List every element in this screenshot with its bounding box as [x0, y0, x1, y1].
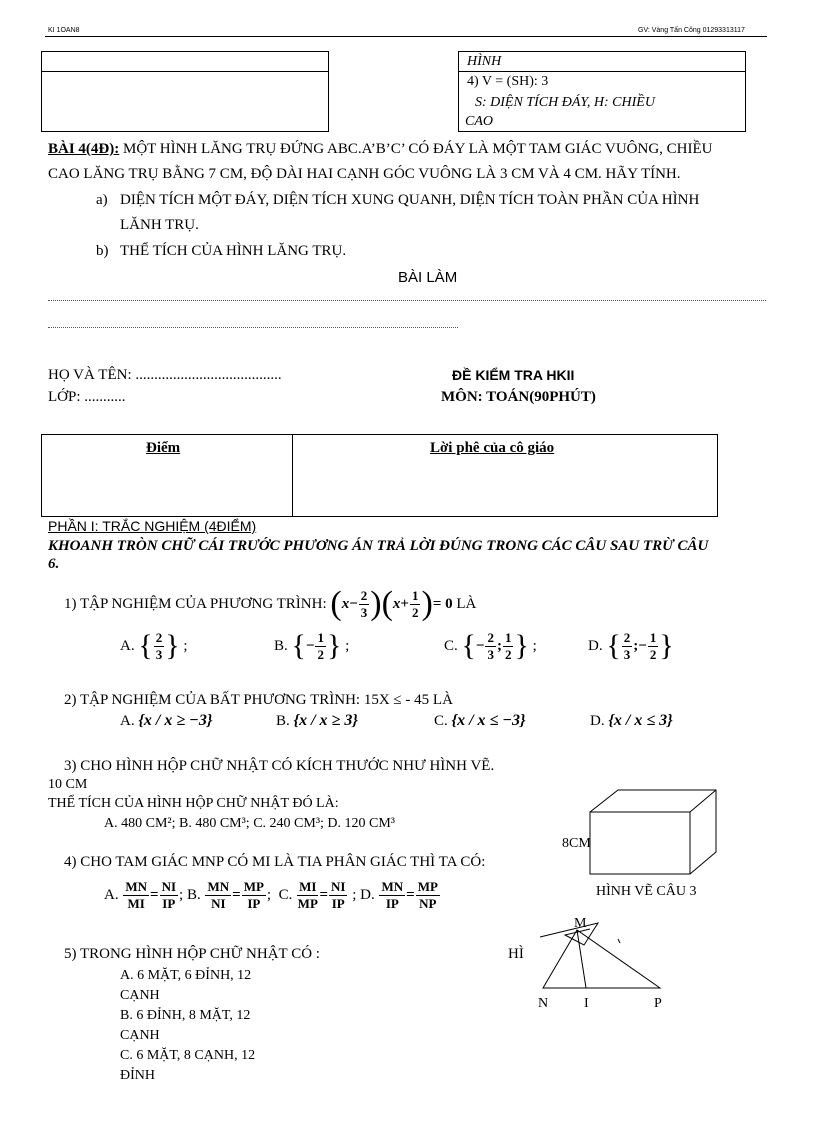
q1-option-a[interactable]: A. { $\frac{2}{3}$ } ;	[120, 629, 188, 662]
q4-option-c[interactable]: C. $\frac{MI}{MP}$ = $\frac{NI}{IP}$ ;	[278, 878, 357, 911]
q4-option-d[interactable]: D. $\frac{MN}{IP}$ = $\frac{MP}{NP}$	[360, 878, 438, 911]
bai4-b-text: THỂ TÍCH CỦA HÌNH LĂNG TRỤ.	[120, 243, 347, 259]
bai4-a-text: DIỆN TÍCH MỘT ĐÁY, DIỆN TÍCH XUNG QUANH, DIỆN TÍCH TOÀN PHẦN CỦA HÌNH	[120, 192, 700, 208]
q5-question: 5) TRONG HÌNH HỘP CHỮ NHẬT CÓ :	[64, 946, 320, 962]
q3-options[interactable]: A. 480 CM²; B. 480 CM³; C. 240 CM³; D. 120 CM³	[104, 816, 395, 831]
bai4-line1: BÀI 4(4Đ): MỘT HÌNH LĂNG TRỤ ĐỨNG ABC.A’B’C’ CÓ ĐÁY LÀ MỘT TAM GIÁC VUÔNG, CHIỀU	[48, 141, 713, 157]
q3-box-figure	[590, 790, 720, 880]
q4-options	[104, 872, 441, 918]
q3-question-2: THỂ TÍCH CỦA HÌNH HỘP CHỮ NHẬT ĐÓ LÀ:	[48, 796, 339, 811]
part1-instruction-cont: 6.	[48, 556, 60, 572]
exam-subject: MÔN: TOÁN(90PHÚT)	[441, 389, 596, 405]
q4-option-b[interactable]: B. $\frac{MN}{NI}$ = $\frac{MP}{IP}$ ;	[186, 878, 272, 911]
q1-question: 1) TẬP NGHIỆM CỦA PHƯƠNG TRÌNH: ( x − $\frac{2}{3}$ )( x + $\frac{1}{2}$ ) = 0 LÀ	[64, 585, 477, 622]
q2-option-b[interactable]: B. {x / x ≥ 3}	[276, 712, 358, 729]
blank-box	[41, 51, 329, 132]
q5-option-a[interactable]: A. 6 MẶT, 6 ĐỈNH, 12 CẠNH	[120, 968, 252, 1003]
formula-box	[458, 51, 746, 132]
bai4-b-label: b)	[96, 243, 109, 259]
q5-label-m: M	[574, 916, 587, 931]
grade-col-score: Điểm	[146, 440, 181, 456]
q5-label-n: N	[538, 996, 549, 1011]
q5-label-i: I	[584, 996, 589, 1011]
header-left: KI 1OAN8	[48, 27, 80, 34]
answer-line-1	[48, 300, 766, 301]
answer-line-2	[48, 327, 458, 328]
q1-option-d[interactable]: D. { $\frac{2}{3}$ ; − $\frac{1}{2}$ }	[588, 629, 674, 662]
formula-title: HÌNH	[467, 54, 502, 69]
formula-legend-cont: CAO	[465, 114, 493, 129]
q2-question: 2) TẬP NGHIỆM CỦA BẤT PHƯƠNG TRÌNH: 15X ≤ - 45 LÀ	[64, 692, 453, 708]
student-class: LỚP: ...........	[48, 389, 126, 405]
q4-question: 4) CHO TAM GIÁC MNP CÓ MI LÀ TIA PHÂN GIÁC THÌ TA CÓ:	[64, 854, 486, 870]
q5-options	[120, 966, 255, 1086]
bai4-label: BÀI 4(4Đ):	[48, 141, 120, 157]
grade-table	[41, 434, 718, 517]
bai4-a-label: a)	[96, 192, 108, 208]
q2-option-c[interactable]: C. {x / x ≤ −3}	[434, 712, 526, 729]
q1-option-b[interactable]: B. { − $\frac{1}{2}$ } ;	[274, 629, 350, 662]
q5-figure-prefix: HÌ	[508, 946, 524, 962]
part1-instruction: KHOANH TRÒN CHỮ CÁI TRƯỚC PHƯƠNG ÁN TRẢ LỜI ĐÚNG TRONG CÁC CÂU SAU TRỪ CÂU	[48, 538, 709, 554]
q3-dimension: 10 CM	[48, 777, 88, 792]
q3-question: 3) CHO HÌNH HỘP CHỮ NHẬT CÓ KÍCH THƯỚC NHƯ HÌNH VẼ.	[64, 758, 495, 774]
student-name: HỌ VÀ TÊN: .......................................	[48, 367, 282, 383]
q5-triangle-figure	[530, 915, 690, 995]
formula-legend: S: DIỆN TÍCH ĐÁY, H: CHIỀU	[475, 95, 655, 110]
bai4-line2: CAO LĂNG TRỤ BẰNG 7 CM, ĐỘ DÀI HAI CẠNH GÓC VUÔNG LÀ 3 CM VÀ 4 CM. HÃY TÍNH.	[48, 166, 681, 182]
q3-figure-label: 8CM	[562, 836, 591, 851]
exam-title: ĐỀ KIỂM TRA HKII	[452, 367, 575, 383]
q4-option-a[interactable]: A. $\frac{MN}{MI}$ = $\frac{NI}{IP}$ ;	[104, 878, 184, 911]
part1-title: PHẦN I: TRẮC NGHIỆM (4ĐIỂM)	[48, 518, 257, 534]
q1-option-c[interactable]: C. { − $\frac{2}{3}$ ; $\frac{1}{2}$ } ;	[444, 629, 537, 662]
q2-option-a[interactable]: A. {x / x ≥ −3}	[120, 712, 213, 729]
q2-option-d[interactable]: D. {x / x ≤ 3}	[590, 712, 673, 729]
formula-volume: 4) V = (SH): 3	[467, 74, 549, 89]
q5-option-c[interactable]: C. 6 MẶT, 8 CẠNH, 12 ĐỈNH	[120, 1048, 256, 1083]
bai-lam-heading: BÀI LÀM	[398, 269, 458, 286]
q5-option-b[interactable]: B. 6 ĐỈNH, 8 MẶT, 12 CẠNH	[120, 1008, 251, 1043]
grade-col-comment: Lời phê của cô giáo	[430, 440, 555, 456]
bai4-a-text-cont: LĂNH TRỤ.	[120, 217, 199, 233]
q5-label-p: P	[654, 996, 662, 1011]
q3-figure-caption: HÌNH VẼ CÂU 3	[596, 884, 697, 899]
header-rule	[45, 36, 767, 37]
header-right: GV: Vàng Tấn Công 01293313117	[638, 27, 745, 34]
